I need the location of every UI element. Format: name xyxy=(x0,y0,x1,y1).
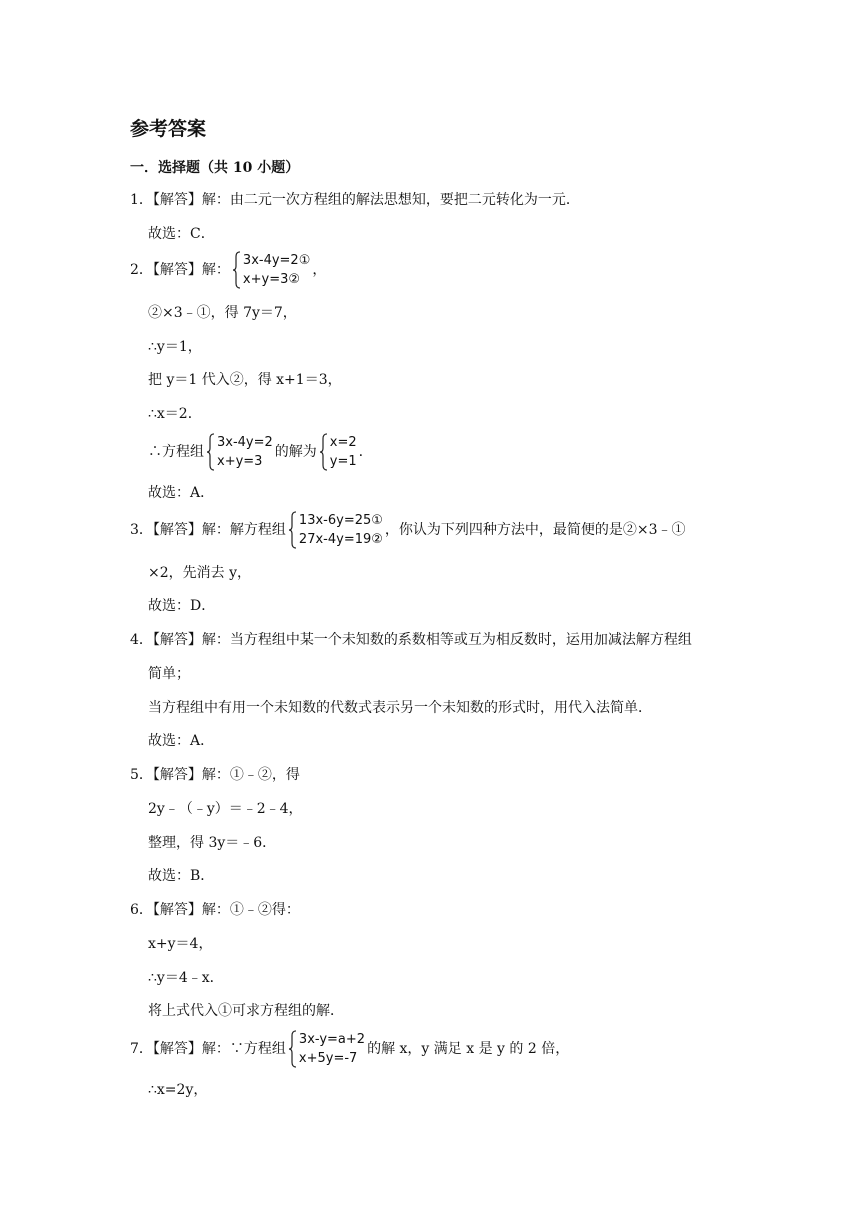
section-heading: 一．选择题（共 10 小题） xyxy=(130,160,300,176)
q3-lead: 【解答】解：解方程组 xyxy=(152,522,286,538)
q3-line-2: ×2，先消去 y， xyxy=(148,565,251,581)
q5-answer: 故选：B． xyxy=(148,868,215,884)
q1-answer: 故选：C． xyxy=(148,226,215,242)
q5-line-1 xyxy=(130,765,300,785)
equation-line: x+5y=-7 xyxy=(298,1051,358,1066)
equation-line: 3x-4y=2 xyxy=(217,435,273,450)
equation-system-q3 xyxy=(288,511,383,549)
brace-icon xyxy=(288,511,297,549)
equation-system-q2-c xyxy=(319,433,357,471)
q2-number: 2． xyxy=(130,262,153,278)
q7-lead: 【解答】解：∵方程组 xyxy=(152,1041,286,1057)
q6-line-1 xyxy=(130,900,300,920)
q2-line-3: ∴y＝1， xyxy=(148,339,202,355)
q4-answer: 故选：A． xyxy=(148,733,215,749)
q3-answer: 故选：D． xyxy=(148,598,216,614)
q2-after: ， xyxy=(312,262,327,278)
equation-line: 13x-6y=25① xyxy=(298,513,383,528)
q2-line-1 xyxy=(130,251,326,289)
q1-number: 1． xyxy=(130,192,153,208)
q6-number: 6． xyxy=(130,902,153,918)
brace-icon xyxy=(206,433,215,471)
q7-number: 7． xyxy=(130,1041,153,1057)
q4-line-1 xyxy=(130,630,692,650)
q4-line-3: 当方程组中有用一个未知数的代数式表示另一个未知数的形式时，用代入法简单． xyxy=(148,700,652,716)
q2-line-4: 把 y＝1 代入②，得 x+1＝3， xyxy=(148,372,342,388)
q5-line-3: 整理，得 3y＝﹣6． xyxy=(148,835,277,851)
q2-line-6-lead: ∴方程组 xyxy=(148,444,204,460)
equation-line: y=1 xyxy=(329,454,357,469)
q6-text: 【解答】解：①﹣②得： xyxy=(152,902,300,918)
q2-lead: 【解答】解： xyxy=(152,262,230,278)
q2-line-6-end: . xyxy=(358,444,364,460)
q2-line-6 xyxy=(148,433,363,471)
equation-line: 27x-4y=19② xyxy=(298,532,383,547)
q2-line-5: ∴x＝2． xyxy=(148,406,202,422)
q6-line-4: 将上式代入①可求方程组的解． xyxy=(148,1003,344,1019)
equation-system-q2-b xyxy=(206,433,273,471)
q5-text: 【解答】解：①﹣②，得 xyxy=(152,767,300,783)
equation-line: x+y=3 xyxy=(217,454,263,469)
q1-line-1 xyxy=(130,190,580,210)
q3-line-1 xyxy=(130,511,686,549)
brace-icon xyxy=(319,433,328,471)
brace-icon xyxy=(288,1030,297,1068)
q5-line-2: 2y﹣（﹣y）＝﹣2﹣4， xyxy=(148,801,303,817)
q4-line-2: 简单； xyxy=(148,666,190,682)
equation-line: x+y=3② xyxy=(242,272,301,287)
q7-after: 的解 x，y 满足 x 是 y 的 2 倍， xyxy=(367,1041,570,1057)
q3-number: 3． xyxy=(130,522,153,538)
q1-text: 【解答】解：由二元一次方程组的解法思想知，要把二元转化为一元． xyxy=(152,192,580,208)
q2-line-2: ②×3﹣①，得 7y＝7， xyxy=(148,305,297,321)
equation-line: 3x-y=a+2 xyxy=(298,1032,366,1047)
equation-line: 3x-4y=2① xyxy=(242,253,311,268)
q6-line-3: ∴y＝4﹣x． xyxy=(148,970,224,986)
equation-system-q7 xyxy=(288,1030,365,1068)
q2-answer: 故选：A． xyxy=(148,485,215,501)
page-title: 参考答案 xyxy=(130,118,207,140)
q6-line-2: x+y＝4， xyxy=(148,936,213,952)
q3-after: ，你认为下列四种方法中，最简便的是②×3﹣① xyxy=(384,522,686,538)
equation-system-q2-a xyxy=(232,251,310,289)
brace-icon xyxy=(232,251,241,289)
q2-line-6-mid: 的解为 xyxy=(274,444,317,460)
equation-line: x=2 xyxy=(329,435,357,450)
q7-line-1 xyxy=(130,1030,569,1068)
q7-line-2: ∴x=2y， xyxy=(148,1082,208,1098)
q4-number: 4． xyxy=(130,632,153,648)
q5-number: 5． xyxy=(130,767,153,783)
q4-text: 【解答】解：当方程组中某一个未知数的系数相等或互为相反数时，运用加减法解方程组 xyxy=(152,632,692,648)
